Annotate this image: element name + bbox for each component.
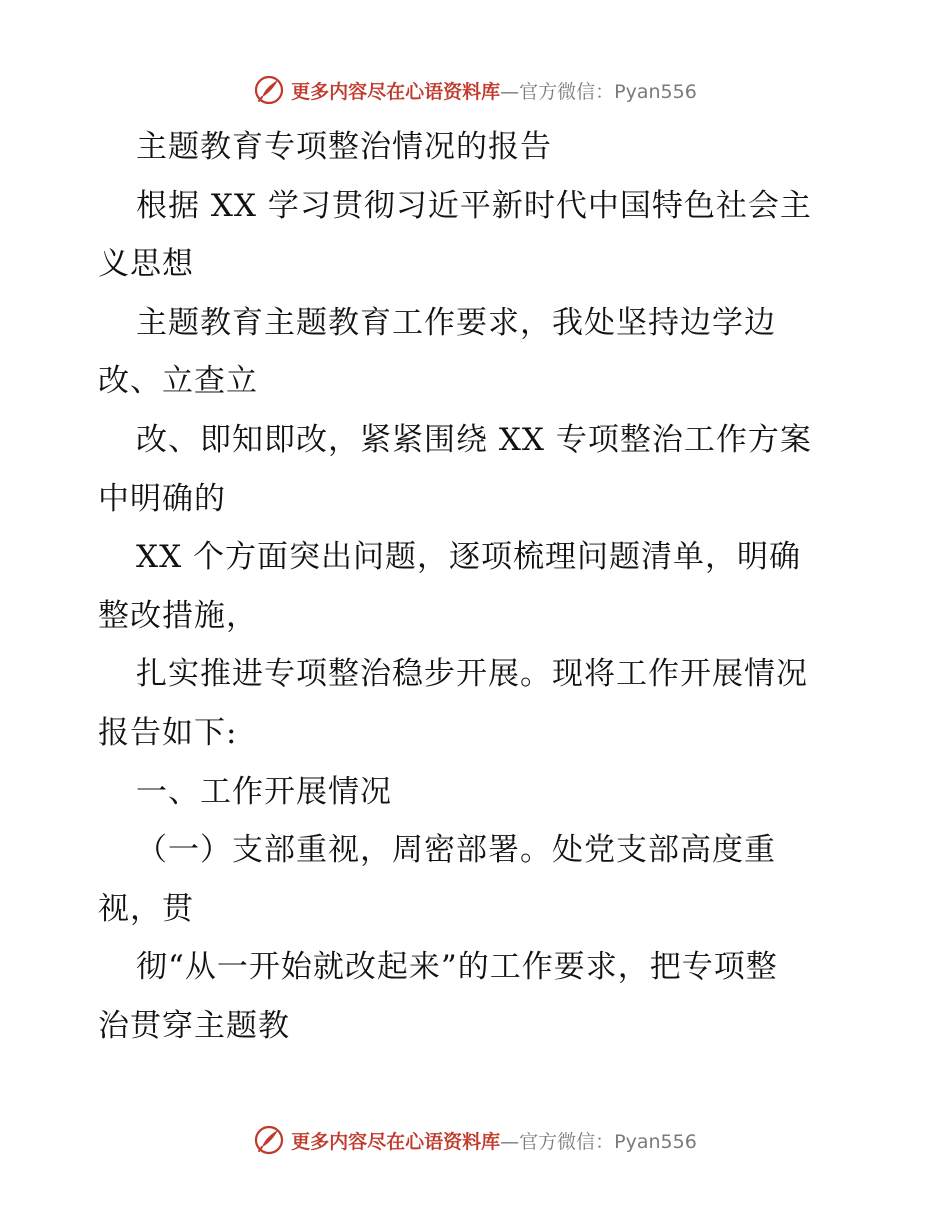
paragraph-line: 彻“从一开始就改起来”的工作要求，把专项整 bbox=[136, 949, 778, 986]
document-body bbox=[98, 118, 858, 1056]
paragraph-line: 中明确的 bbox=[98, 480, 226, 517]
paragraph-line: 扎实推进专项整治稳步开展。现将工作开展情况 bbox=[136, 656, 808, 693]
paragraph-line: 整改措施， bbox=[98, 597, 258, 634]
paragraph-line: （一）支部重视，周密部署。处党支部高度重 bbox=[136, 832, 776, 869]
quill-pen-circle-icon bbox=[253, 1124, 285, 1156]
paragraph-line: 治贯穿主题教 bbox=[98, 1007, 290, 1044]
watermark-brand-text: 更多内容尽在心语资料库 bbox=[291, 1130, 501, 1153]
paragraph-line: 改、即知即改，紧紧围绕 XX 专项整治工作方案 bbox=[136, 421, 812, 458]
watermark-brand-text: 更多内容尽在心语资料库 bbox=[291, 80, 501, 103]
paragraph-line: 视，贯 bbox=[98, 890, 194, 927]
paragraph-line: 报告如下: bbox=[98, 714, 238, 751]
paragraph-line: 根据 XX 学习贯彻习近平新时代中国特色社会主 bbox=[136, 187, 812, 224]
watermark-header bbox=[0, 70, 950, 110]
paragraph-line: 改、立查立 bbox=[98, 363, 258, 400]
paragraph-line: 主题教育主题教育工作要求，我处坚持边学边 bbox=[136, 304, 776, 341]
paragraph-line: 义思想 bbox=[98, 246, 194, 283]
watermark-wechat-text: —官方微信：Pyan556 bbox=[500, 80, 697, 103]
paragraph-line: XX 个方面突出问题，逐项梳理问题清单，明确 bbox=[136, 539, 801, 576]
document-title: 主题教育专项整治情况的报告 bbox=[136, 129, 552, 165]
quill-pen-circle-icon bbox=[253, 74, 285, 106]
watermark-footer bbox=[0, 1120, 950, 1160]
section-heading: 一、工作开展情况 bbox=[136, 773, 392, 810]
watermark-wechat-text: —官方微信：Pyan556 bbox=[500, 1130, 697, 1153]
